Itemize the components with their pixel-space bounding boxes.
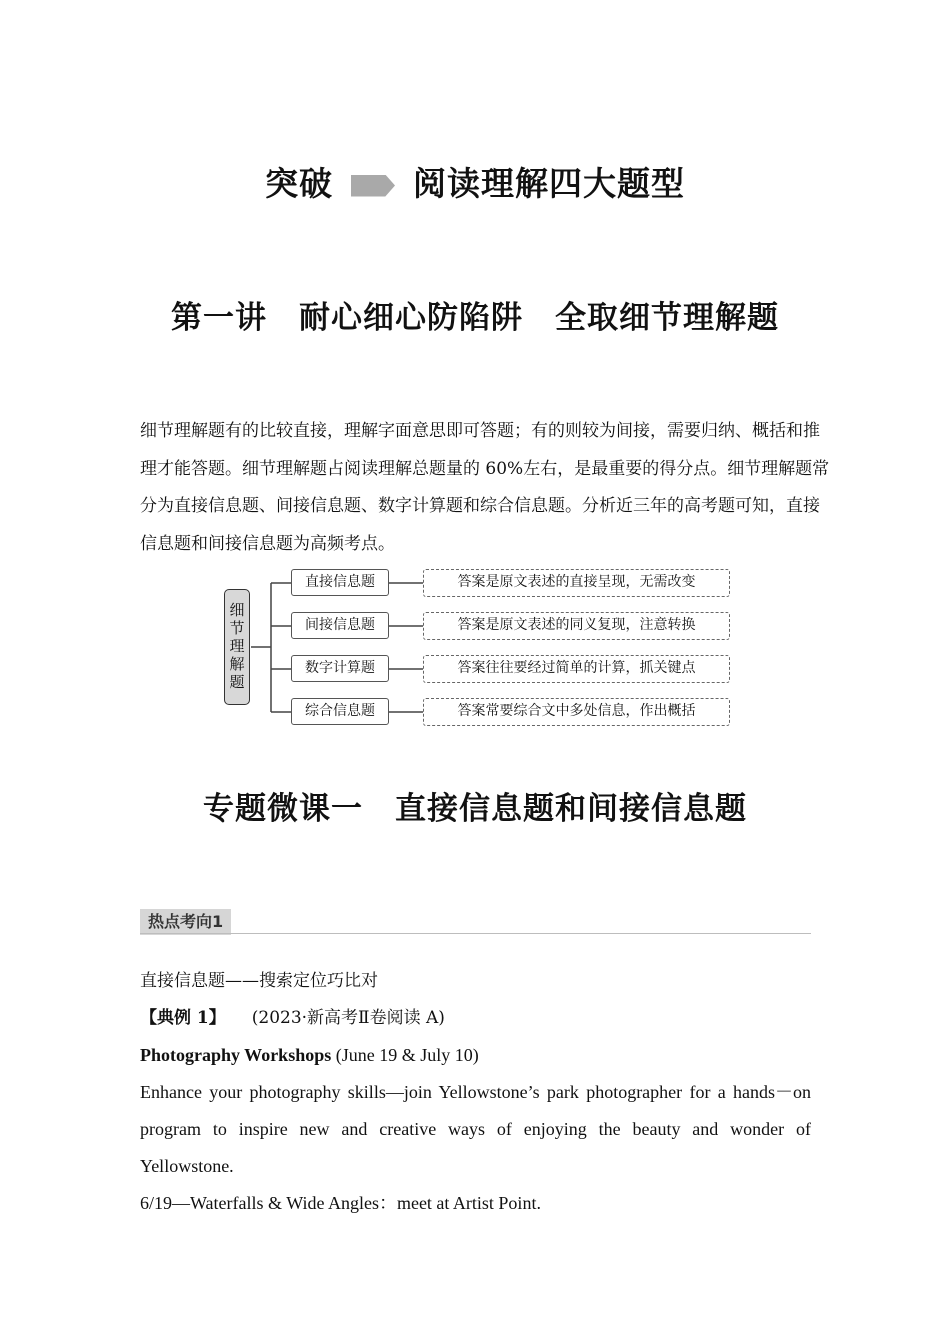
detail-question-mindmap bbox=[220, 565, 740, 731]
branch-indirect-info: 间接信息题 bbox=[291, 612, 389, 639]
section-body bbox=[140, 963, 811, 1222]
intro-highlight-2: 直接信息题和间接信息题为高频考点 bbox=[140, 496, 820, 554]
mindmap-root: 细节理解题 bbox=[224, 589, 250, 705]
branch-comprehensive-info-desc: 答案常要综合文中多处信息，作出概括 bbox=[423, 698, 730, 726]
passage-dates: (June 19 & July 10) bbox=[331, 1045, 479, 1065]
passage-title: Photography Workshops bbox=[140, 1045, 332, 1065]
lecture-title: 第一讲 耐心细心防陷阱 全取细节理解题 bbox=[171, 300, 779, 336]
passage-heading bbox=[140, 1037, 811, 1074]
branch-number-calc: 数字计算题 bbox=[291, 655, 389, 682]
branch-direct-info: 直接信息题 bbox=[291, 569, 389, 596]
example-source: (2023·新高考Ⅱ卷阅读 A) bbox=[251, 1008, 445, 1028]
intro-text-3: 。 bbox=[378, 533, 395, 554]
section-divider bbox=[140, 933, 811, 934]
example-heading bbox=[140, 1000, 811, 1037]
branch-direct-info-desc: 答案是原文表述的直接呈现，无需改变 bbox=[423, 569, 730, 597]
topic-title: 专题微课一 直接信息题和间接信息题 bbox=[203, 791, 747, 827]
intro-text-1: 细节理解题有的比较直接，理解字面意思即可答题；有的则较为间接，需要归纳、概括和推理才能答题。细节理解题占阅读理解总题量的 60%左右，是最重要的得分点。细节理解题常分为 bbox=[140, 421, 830, 516]
passage-item: 6/19—Waterfalls & Wide Angles：meet at Artist Point. bbox=[140, 1193, 541, 1213]
branch-number-calc-desc: 答案往往要经过简单的计算，抓关键点 bbox=[423, 655, 730, 683]
part-title-prefix: 突破 bbox=[265, 164, 333, 203]
branch-comprehensive-info: 综合信息题 bbox=[291, 698, 389, 725]
example-label: 【典例 1】 bbox=[140, 1008, 226, 1028]
intro-highlight-1: 直接信息题、间接信息题、数字计算题和综合信息题 bbox=[174, 496, 565, 516]
section-subtitle: 直接信息题——搜索定位巧比对 bbox=[140, 971, 378, 991]
arrow-icon bbox=[351, 175, 395, 197]
intro-paragraph bbox=[140, 413, 830, 563]
intro-text-2: 。分析近三年的高考题可知， bbox=[565, 496, 786, 516]
hot-topic-tag: 热点考向1 bbox=[140, 909, 231, 935]
passage-paragraph: Enhance your photography skills—join Yellowstone’s park photographer for a hands－on program to inspire new and creative ways of enjoying the beauty and wonder of Yellowstone. bbox=[140, 1082, 811, 1176]
branch-indirect-info-desc: 答案是原文表述的同义复现，注意转换 bbox=[423, 612, 730, 640]
part-title-suffix: 阅读理解四大题型 bbox=[413, 164, 685, 203]
part-title bbox=[0, 158, 950, 205]
